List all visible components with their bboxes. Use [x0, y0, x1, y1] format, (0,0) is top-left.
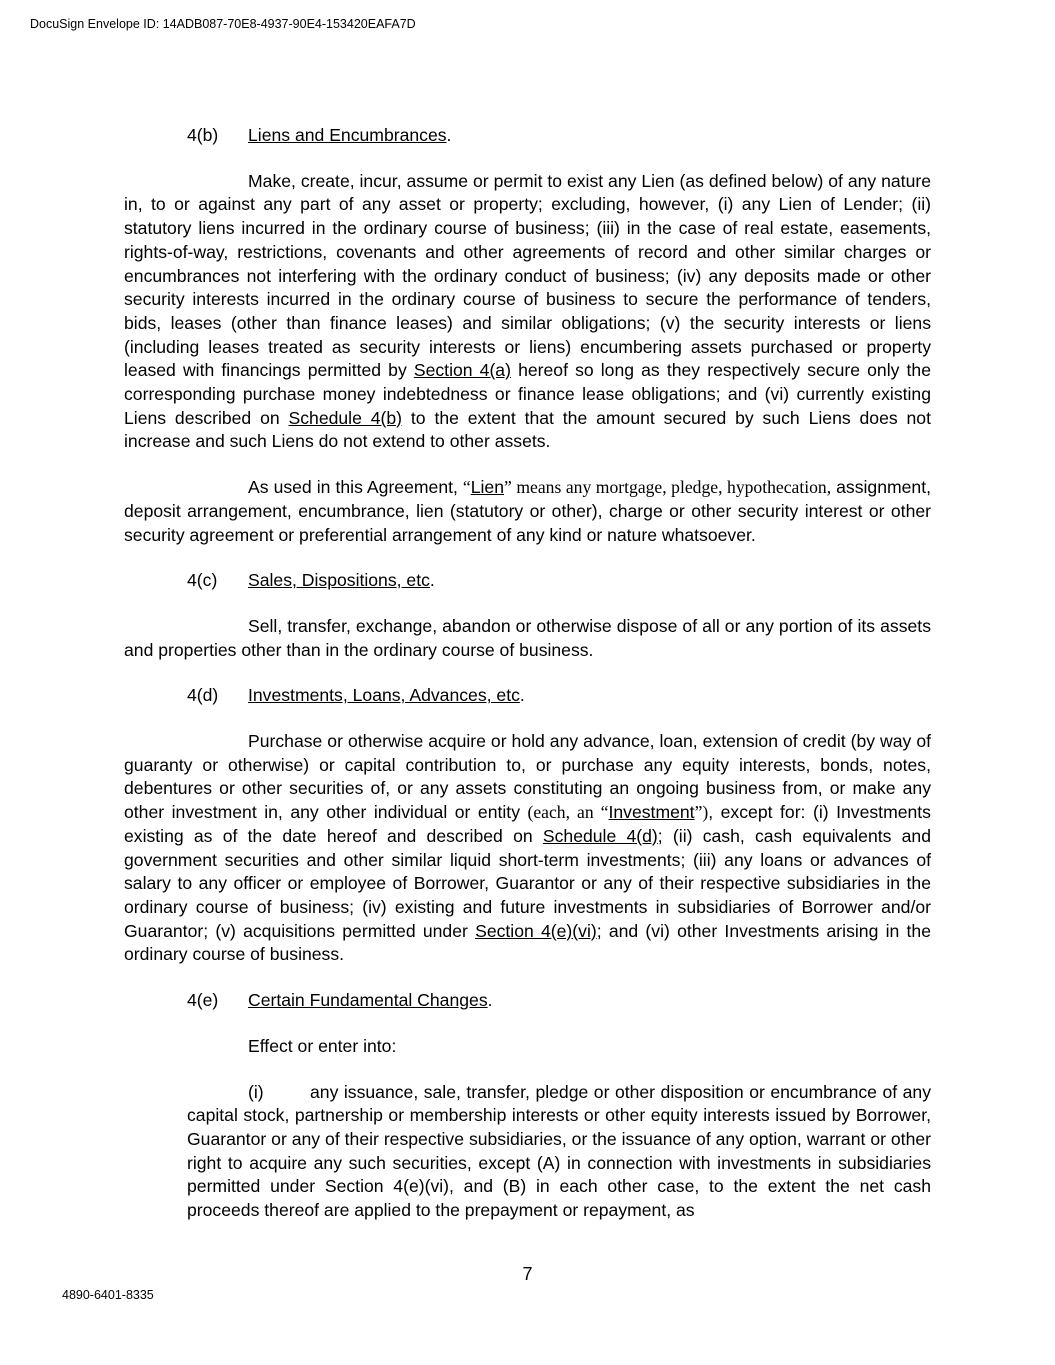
section-4b-paragraph-1: Make, create, incur, assume or permit to exist any Lien (as defined below) of any nature in, to or against any part of any asset or property; excluding, however, (i) any Lien of Lender; (ii) statutory liens incurred in the ordinary course of business; (iii) in the case of real estate, easements, rights-of-way, restrictions, covenants and other agreements of record and other similar charges or encumbrances not interfering with the ordinary conduct of business; (iv) any deposits made or other security interests incurred in the ordinary course of business to secure the performance of tenders, bids, leases (other than finance leases) and similar obligations; (v) the security interests or liens (including leases treated as security interests or liens) encumbering assets purchased or property leased with financings permitted by Section 4(a) hereof so long as they respectively secure only the corresponding purchase money indebtedness or finance lease obligations; and (vi) currently existing Liens described on Schedule 4(b) to the extent that the amount secured by such Liens does not increase and such Liens do not extend to other assets. [124, 170, 931, 452]
page-number: 7 [522, 1264, 533, 1284]
document-body [124, 124, 931, 1223]
item-label: (i) [248, 1081, 264, 1102]
section-title: Liens and Encumbrances [248, 125, 447, 145]
section-4e-vi-reference: Section 4(e)(vi) [475, 920, 597, 941]
section-4d-heading: 4(d) Investments, Loans, Advances, etc. [124, 684, 931, 708]
section-4b-paragraph-2: As used in this Agreement, “Lien” means any mortgage, pledge, hypothecation, assignment, deposit arrangement, encumbrance, lien (statutory or other), charge or other security interest or other security agreement or preferential arrangement of any kind or nature whatsoever. [124, 477, 931, 545]
lien-defined-term: Lien [470, 477, 504, 498]
section-number: 4(b) [187, 125, 219, 145]
section-4d-paragraph-1: Purchase or otherwise acquire or hold any advance, loan, extension of credit (by way of guaranty or otherwise) or capital contribution to, or purchase any equity interests, bonds, notes, debentures or other securities of, or any assets constituting an ongoing business from, or make any other investment in, any other individual or entity (each, an “Investment”), except for: (i) Investments existing as of the date hereof and described on Schedule 4(d); (ii) cash, cash equivalents and government securities and other similar liquid short-term investments; (iii) any loans or advances of salary to any officer or employee of Borrower, Guarantor or any of their respective subsidiaries in the ordinary course of business; (iv) existing and future investments in subsidiaries of Borrower and/or Guarantor; (v) acquisitions permitted under Section 4(e)(vi); and (vi) other Investments arising in the ordinary course of business. [124, 731, 932, 965]
schedule-4d-reference: Schedule 4(d) [542, 825, 658, 846]
section-4e-item-i: (i) any issuance, sale, transfer, pledge or other disposition or encumbrance of any capital stock, partnership or membership interests or other equity interests issued by Borrower, Guarantor or any of their respective subsidiaries, or the issuance of any option, warrant or other right to acquire any such securities, except (A) in connection with investments in subsidiaries permitted under Section 4(e)(vi), and (B) in each other case, to the extent the net cash proceeds thereof are applied to the prepayment or repayment, as [187, 1081, 931, 1221]
section-4b-heading: 4(b) Liens and Encumbrances. [124, 124, 931, 148]
section-number: 4(e) [187, 990, 219, 1011]
section-title: Certain Fundamental Changes [248, 990, 488, 1011]
investment-defined-term: Investment [608, 802, 695, 823]
section-number: 4(d) [187, 685, 219, 706]
schedule-4b-reference: Schedule 4(b) [288, 407, 403, 428]
docusign-envelope-id: DocuSign Envelope ID: 14ADB087-70E8-4937-90E4-153420EAFA7D [30, 17, 416, 31]
section-4c-heading: 4(c) Sales, Dispositions, etc. [124, 569, 931, 593]
section-number: 4(c) [187, 570, 218, 591]
document-id: 4890-6401-8335 [62, 1288, 154, 1302]
section-4a-reference: Section 4(a) [413, 360, 511, 381]
section-4e-intro: Effect or enter into: [248, 1035, 397, 1056]
section-title: Investments, Loans, Advances, etc [248, 685, 520, 706]
section-title: Sales, Dispositions, etc [248, 570, 430, 591]
section-4c-paragraph-1: Sell, transfer, exchange, abandon or otherwise dispose of all or any portion of its assets and properties other than in the ordinary course of business. [124, 615, 931, 660]
section-4e-heading: 4(e) Certain Fundamental Changes. [124, 989, 931, 1013]
